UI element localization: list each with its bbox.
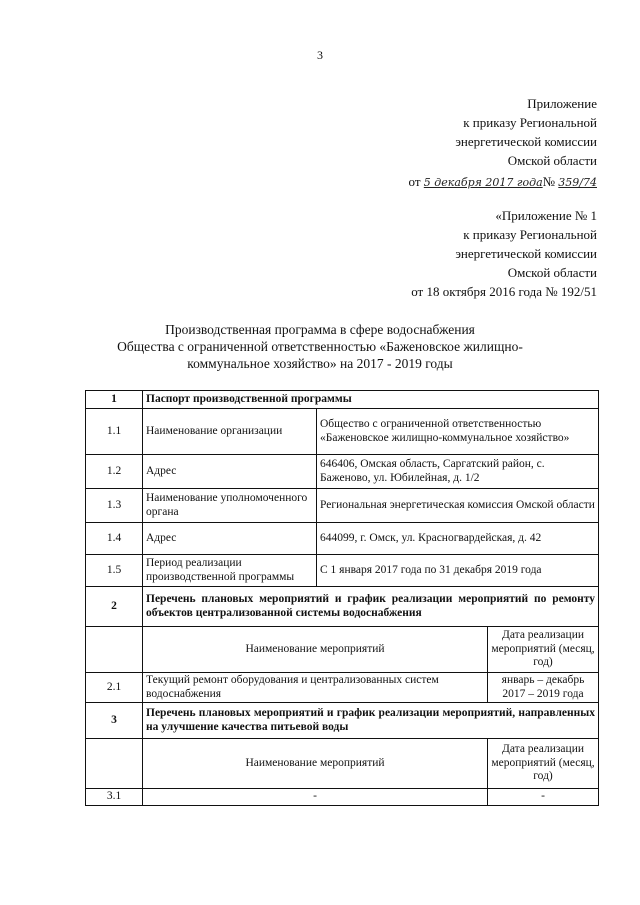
column-header-date: Дата реализации мероприятий (месяц, год) [488, 739, 599, 789]
row-label: Период реализации производственной программы [143, 555, 317, 587]
row-value: С 1 января 2017 года по 31 декабря 2019 года [317, 555, 599, 587]
section-title: Перечень плановых мероприятий и график реализации мероприятий, направленных на улучшение качества питьевой воды [143, 703, 599, 739]
appendix-line: к приказу Региональной [463, 227, 597, 242]
appendix-line: к приказу Региональной [463, 115, 597, 130]
appendix-line: Омской области [507, 265, 597, 280]
row-number: 1.2 [86, 455, 143, 489]
title-line: коммунальное хозяйство» на 2017 - 2019 годы [187, 356, 453, 371]
row-value: Региональная энергетическая комиссия Омской области [317, 489, 599, 523]
row-number: 1.1 [86, 409, 143, 455]
row-value: 646406, Омская область, Саргатский район, с. Баженово, ул. Юбилейная, д. 1/2 [317, 455, 599, 489]
row-label: Наименование уполномоченного органа [143, 489, 317, 523]
activity-date: январь – декабрь 2017 – 2019 года [488, 673, 599, 703]
empty-cell [86, 627, 143, 673]
empty-cell [86, 739, 143, 789]
section-number: 1 [86, 391, 143, 409]
column-header-date: Дата реализации мероприятий (месяц, год) [488, 627, 599, 673]
activity-name: Текущий ремонт оборудования и централизованных систем водоснабжения [143, 673, 488, 703]
row-number: 1.3 [86, 489, 143, 523]
section-title: Перечень плановых мероприятий и график реализации мероприятий по ремонту объектов централизованной системы водоснабжения [143, 587, 599, 627]
appendix-line: «Приложение № 1 [495, 208, 597, 223]
from-prefix: от [408, 174, 421, 189]
appendix-line: Омской области [507, 153, 597, 168]
title-line: Общества с ограниченной ответственностью «Баженовское жилищно- [117, 339, 523, 354]
program-table [85, 390, 599, 806]
section-number: 3 [86, 703, 143, 739]
appendix-header [409, 94, 597, 301]
activity-date: - [488, 789, 599, 806]
handwritten-date: 5 декабря 2017 года [423, 176, 543, 189]
row-number: 3.1 [86, 789, 143, 806]
section-title: Паспорт производственной программы [143, 391, 599, 409]
appendix-line: энергетической комиссии [455, 246, 597, 261]
row-value: Общество с ограниченной ответственностью «Баженовское жилищно-коммунальное хозяйство» [317, 409, 599, 455]
section-number: 2 [86, 587, 143, 627]
row-number: 2.1 [86, 673, 143, 703]
row-number: 1.5 [86, 555, 143, 587]
handwritten-number: 359/74 [558, 176, 597, 189]
appendix-line: энергетической комиссии [455, 134, 597, 149]
appendix-line: Приложение [527, 96, 597, 111]
activity-name: - [143, 789, 488, 806]
column-header-name: Наименование мероприятий [143, 739, 488, 789]
row-label: Наименование организации [143, 409, 317, 455]
appendix-line: от 18 октября 2016 года № 192/51 [411, 284, 597, 299]
column-header-name: Наименование мероприятий [143, 627, 488, 673]
order-date-line [409, 172, 597, 192]
title-line: Производственная программа в сфере водоснабжения [165, 322, 475, 337]
row-label: Адрес [143, 455, 317, 489]
row-value: 644099, г. Омск, ул. Красногвардейская, д. 42 [317, 523, 599, 555]
page-number: 3 [317, 48, 323, 62]
document-title [0, 321, 640, 372]
row-number: 1.4 [86, 523, 143, 555]
row-label: Адрес [143, 523, 317, 555]
number-symbol: № [542, 174, 556, 189]
